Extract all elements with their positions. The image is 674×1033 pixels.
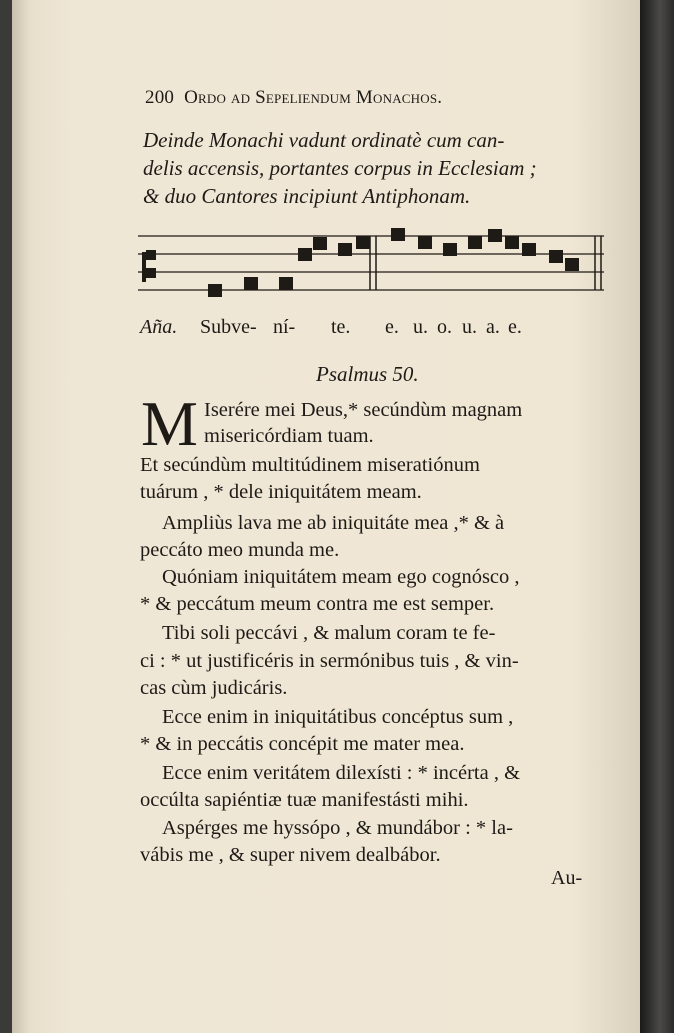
neume bbox=[391, 228, 405, 241]
chant-syllable: u. bbox=[462, 316, 477, 338]
clef-head bbox=[146, 268, 156, 278]
verse-line: Et secúndùm multitúdinem miseratiónum bbox=[140, 454, 480, 476]
chant-syllable: a. bbox=[486, 316, 500, 338]
verse-line: tuárum , * dele iniquitátem meam. bbox=[140, 481, 422, 503]
neume bbox=[468, 236, 482, 249]
clef-head bbox=[146, 250, 156, 260]
verse-line: Ampliùs lava me ab iniquitáte mea ,* & à bbox=[162, 512, 505, 534]
chant-syllable: te. bbox=[331, 316, 351, 338]
verse-line: misericórdiam tuam. bbox=[204, 425, 374, 447]
chant-staff bbox=[138, 228, 608, 300]
verse-line: peccáto meo munda me. bbox=[140, 539, 340, 561]
verse-line: * & in peccátis concépit me mater mea. bbox=[140, 733, 465, 755]
rubric-line: delis accensis, portantes corpus in Ecclesiam ; bbox=[143, 156, 537, 180]
verse-line: Ecce enim veritátem dilexísti : * incérta , & bbox=[162, 762, 521, 784]
catchword: Au- bbox=[551, 867, 583, 889]
neume bbox=[522, 243, 536, 256]
neume bbox=[488, 229, 502, 242]
verse-line: Aspérges me hyssópo , & mundábor : * la- bbox=[162, 817, 513, 839]
running-head bbox=[145, 87, 585, 109]
antiphon-label: Aña. bbox=[140, 316, 178, 338]
chant-syllable: e. bbox=[508, 316, 522, 338]
verse-line: * & peccátum meum contra me est semper. bbox=[140, 593, 495, 615]
verse-line: cas cùm judicáris. bbox=[140, 677, 288, 699]
neume bbox=[565, 258, 579, 271]
neume bbox=[279, 277, 293, 290]
verse-line: occúlta sapiéntiæ tuæ manifestásti mihi. bbox=[140, 789, 469, 811]
chant-syllable: o. bbox=[437, 316, 452, 338]
rubric-line: & duo Cantores incipiunt Antiphonam. bbox=[143, 184, 471, 208]
chant-syllable: u. bbox=[413, 316, 428, 338]
neume bbox=[356, 236, 370, 249]
rubric-line: Deinde Monachi vadunt ordinatè cum can- bbox=[143, 128, 505, 152]
neume bbox=[244, 277, 258, 290]
verse-line: Ecce enim in iniquitátibus concéptus sum , bbox=[162, 706, 514, 728]
book-spine bbox=[640, 0, 674, 1033]
verse-line: ci : * ut justificéris in sermónibus tuis , & vin- bbox=[140, 650, 519, 672]
chant-syllable: ní- bbox=[273, 316, 296, 338]
neume bbox=[418, 236, 432, 249]
chant-syllable: Subve- bbox=[200, 316, 257, 338]
neume bbox=[313, 237, 327, 250]
verse-line: Iserére mei Deus,* secúndùm magnam bbox=[204, 399, 523, 421]
neume bbox=[298, 248, 312, 261]
verse-line: Tibi soli peccávi , & malum coram te fe- bbox=[162, 622, 496, 644]
page-number: 200 bbox=[145, 87, 175, 108]
psalm-title: Psalmus 50. bbox=[316, 362, 419, 386]
neume bbox=[208, 284, 222, 297]
neume bbox=[443, 243, 457, 256]
page-header-title: Ordo ad Sepeliendum Monachos. bbox=[184, 87, 443, 108]
clef-stem bbox=[142, 252, 146, 282]
neume bbox=[549, 250, 563, 263]
verse-line: Quóniam iniquitátem meam ego cognósco , bbox=[162, 566, 520, 588]
neume bbox=[338, 243, 352, 256]
chant-syllable: e. bbox=[385, 316, 399, 338]
verse-line: vábis me , & super nivem dealbábor. bbox=[140, 844, 441, 866]
drop-cap: M bbox=[141, 388, 198, 459]
neume bbox=[505, 236, 519, 249]
